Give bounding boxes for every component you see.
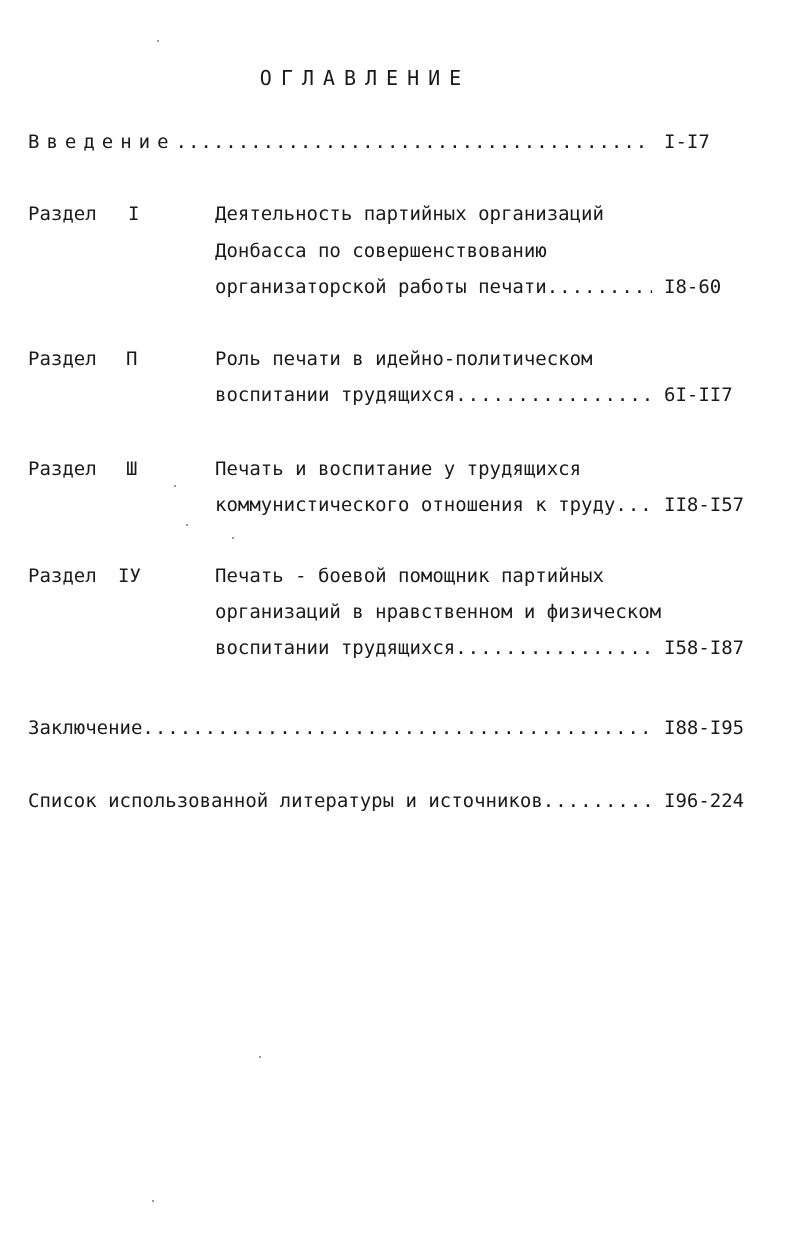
page-title: ОГЛАВЛЕНИЕ xyxy=(259,66,471,90)
toc-page-range: II8-I57 xyxy=(664,494,745,516)
section-title-line: Печать и воспитание у трудящихся xyxy=(215,458,582,480)
section-title-line: Печать - боевой помощник партийных xyxy=(215,565,604,587)
dot-leader xyxy=(176,128,652,156)
scan-speck xyxy=(174,485,176,487)
toc-page-range: I58-I87 xyxy=(664,637,745,659)
section-title-line: Донбасса по совершенствованию xyxy=(215,240,547,262)
section-number: IУ xyxy=(118,565,141,587)
section-title-line: организаций в нравственном и физическом xyxy=(215,601,662,623)
section-title-line: коммунистического отношения к труду xyxy=(215,494,616,516)
toc-entry-references xyxy=(28,787,652,815)
dot-leader xyxy=(455,634,652,662)
section-title-line: воспитании трудящихся xyxy=(215,637,456,659)
section-title-line-leader xyxy=(215,381,652,409)
toc-page-range: 6I-II7 xyxy=(664,384,733,406)
section-number: Ш xyxy=(126,458,138,480)
toc-entry-label: Введение xyxy=(28,131,176,153)
section-title-line-leader xyxy=(215,634,652,662)
section-title-line-leader xyxy=(215,273,652,301)
toc-page-range: I-I7 xyxy=(664,131,710,153)
dot-leader xyxy=(455,381,652,409)
scan-speck xyxy=(259,1056,261,1058)
scan-speck xyxy=(232,537,234,539)
dot-leader xyxy=(543,787,652,815)
toc-entry-intro xyxy=(28,128,652,156)
toc-page-range: I96-224 xyxy=(664,790,745,812)
toc-entry-conclusion xyxy=(28,714,652,742)
section-title-line: Деятельность партийных организаций xyxy=(215,203,604,225)
section-title-line: организаторской работы печати xyxy=(215,276,547,298)
toc-entry-label: Список использованной литературы и источников xyxy=(28,790,543,812)
section-label: Раздел xyxy=(28,348,97,370)
section-title-line: Роль печати в идейно-политическом xyxy=(215,348,593,370)
section-title-line-leader xyxy=(215,491,652,519)
section-number: П xyxy=(126,348,138,370)
dot-leader xyxy=(547,273,652,301)
section-label: Раздел xyxy=(28,565,97,587)
section-label: Раздел xyxy=(28,458,97,480)
toc-page-range: I8-60 xyxy=(664,276,722,298)
scan-speck xyxy=(152,1200,154,1202)
section-label: Раздел xyxy=(28,203,97,225)
toc-page-range: I88-I95 xyxy=(664,717,745,739)
toc-entry-label: Заключение xyxy=(28,717,143,739)
section-number: I xyxy=(128,203,140,225)
scan-speck xyxy=(157,40,159,42)
dot-leader xyxy=(142,714,652,742)
section-title-line: воспитании трудящихся xyxy=(215,384,456,406)
scan-speck xyxy=(186,524,188,526)
dot-leader xyxy=(615,491,652,519)
